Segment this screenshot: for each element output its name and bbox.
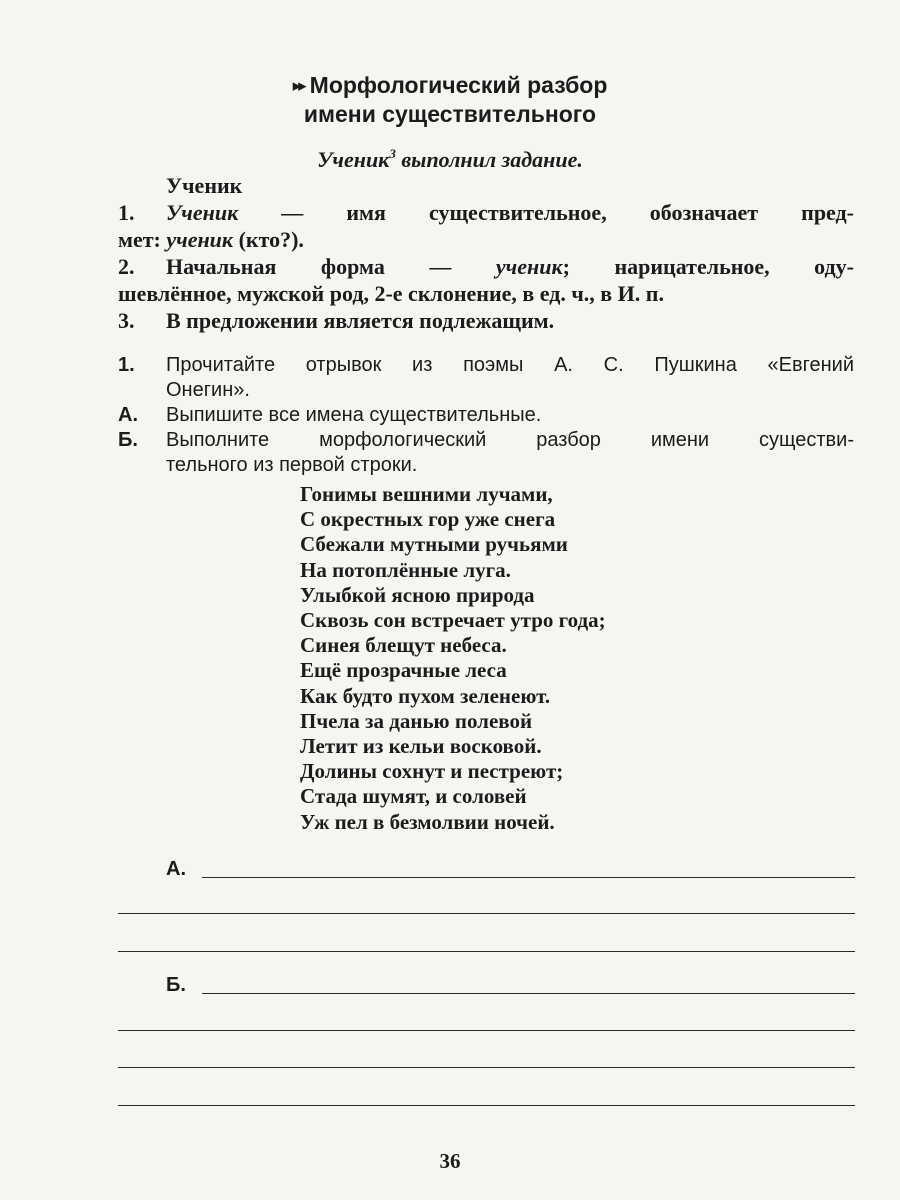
poem-line: Синея блещут небеса.: [300, 633, 507, 658]
item-text: ; нарицательное, оду-: [562, 254, 854, 279]
sample-item-3: [118, 307, 854, 334]
page-number: 36: [439, 1149, 461, 1173]
poem-line: Пчела за данью полевой: [300, 708, 533, 733]
poem-line: С окрестных гор уже снега: [300, 507, 556, 532]
item-text: Начальная форма —: [166, 254, 496, 279]
answer-b-line-2[interactable]: [118, 1030, 855, 1031]
task-1: [118, 353, 854, 478]
task-text: Прочитайте отрывок из поэмы А. С. Пушкина «Евгений: [166, 354, 854, 376]
heading-line-2: имени существительного: [303, 101, 597, 127]
task-b-marker: Б.: [118, 429, 138, 451]
answer-b-line-1[interactable]: [202, 993, 855, 994]
footnote-marker: 3: [389, 146, 396, 161]
item-text: — имя существительное, обозначает пред-: [238, 200, 854, 225]
task-a-text: Выпишите все имена существительные.: [166, 404, 542, 426]
answer-b-label: Б.: [166, 974, 186, 996]
poem-line: Уж пел в безмолвии ночей.: [300, 809, 555, 834]
sample-item-1-line-1: [118, 199, 854, 226]
poem-line: Ещё прозрачные леса: [300, 658, 507, 683]
italic-word: Ученик: [166, 200, 239, 225]
poem-line: Сквозь сон встречает утро года;: [300, 608, 606, 633]
section-heading-line-2: [0, 99, 900, 129]
item-number: 2.: [118, 254, 135, 279]
poem-line: Улыбкой ясною природа: [300, 582, 535, 607]
poem-line: Как будто пухом зеленеют.: [300, 683, 551, 708]
item-text: мет:: [118, 227, 167, 252]
sample-word: Ученик: [166, 173, 243, 198]
poem-line: Гонимы вешними лучами,: [300, 482, 553, 506]
sample-item-2-line-2: шевлённое, мужской род, 2-е склонение, в ед. ч., в И. п.: [118, 281, 664, 306]
poem-line: Летит из кельи восковой.: [300, 734, 542, 759]
sample-item-1-line-2: [118, 226, 854, 253]
poem-line: Долины сохнут и пестреют;: [300, 759, 564, 784]
task-b-text: Выполните морфологический разбор имени существи-: [166, 429, 854, 451]
sample-subtitle: [0, 146, 900, 173]
heading-line-1: Морфологический разбор: [309, 72, 608, 98]
poem-line: На потоплённые луга.: [300, 557, 511, 582]
italic-word: ученик: [495, 254, 563, 279]
task-b-line-1: [118, 428, 854, 453]
sample-item-2-line-1: [118, 253, 854, 280]
item-text: (кто?).: [233, 227, 304, 252]
poem-excerpt: [300, 482, 606, 835]
task-line-1: [118, 353, 854, 378]
poem-line: Стада шумят, и соловей: [300, 784, 527, 809]
item-number: 1.: [118, 200, 135, 225]
answer-a-label: А.: [166, 858, 186, 880]
subtitle-word: Ученик: [317, 147, 390, 172]
section-heading: [0, 70, 900, 101]
task-a: [118, 403, 854, 428]
task-a-marker: А.: [118, 404, 138, 426]
answer-b-line-3[interactable]: [118, 1067, 855, 1068]
task-b-line-2: тельного из первой строки.: [166, 454, 418, 476]
poem-line: Сбежали мутными ручьями: [300, 532, 568, 557]
item-text: В предложении является подлежащим.: [166, 308, 555, 333]
italic-word: ученик: [166, 227, 234, 252]
task-number: 1.: [118, 354, 135, 376]
subtitle-rest: выполнил задание.: [395, 147, 583, 172]
double-arrow-icon: ▸▸: [292, 76, 304, 95]
answer-a-line-3[interactable]: [118, 951, 855, 952]
item-number: 3.: [118, 308, 135, 333]
answer-a-line-1[interactable]: [202, 877, 855, 878]
sample-analysis: [118, 172, 854, 334]
answer-b-line-4[interactable]: [118, 1105, 855, 1106]
task-line-2: Онегин».: [166, 379, 250, 401]
answer-a-line-2[interactable]: [118, 913, 855, 914]
